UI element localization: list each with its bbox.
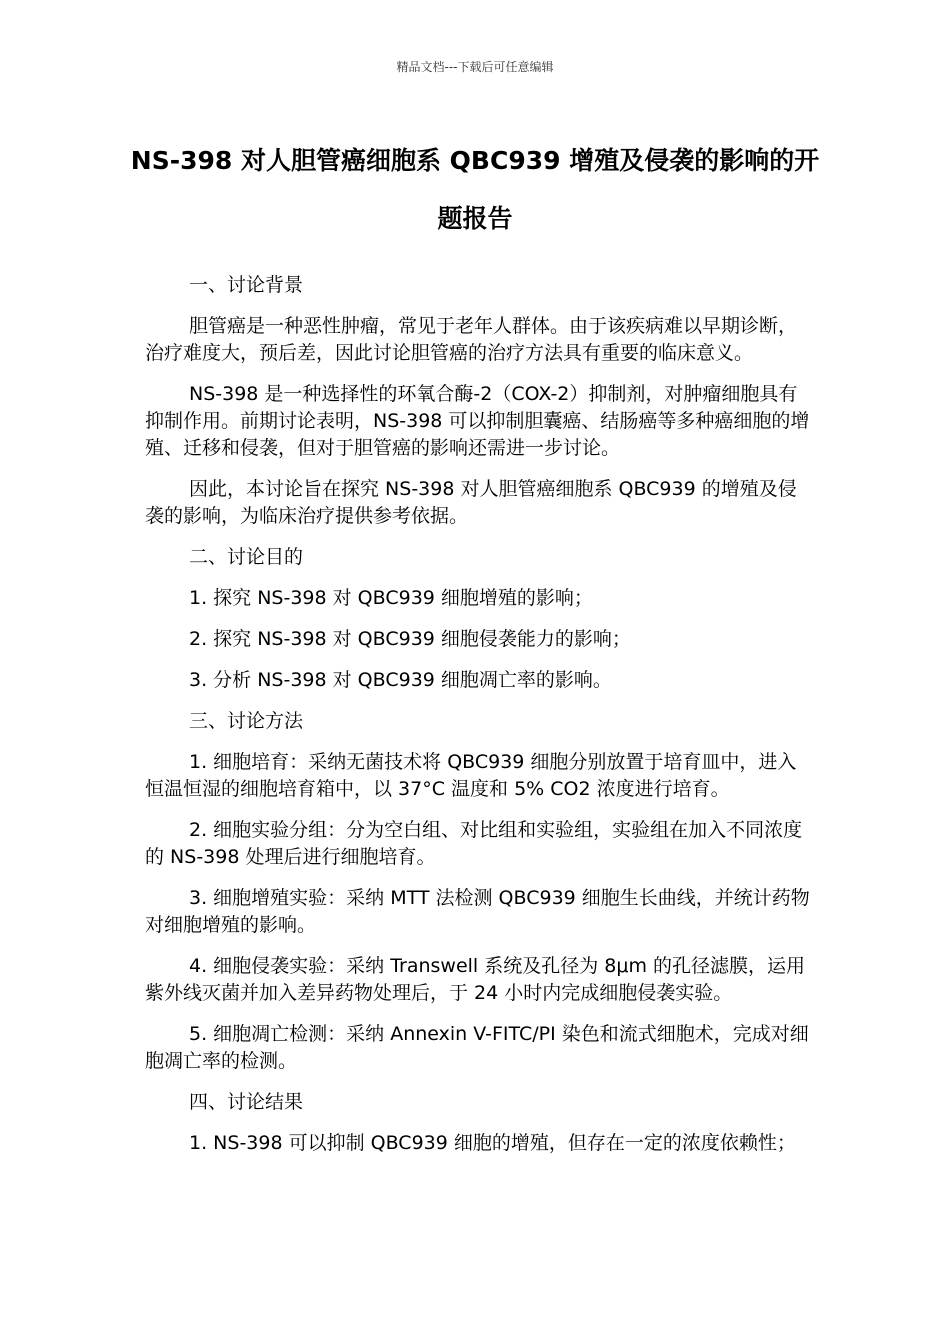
- paragraph: 胆管癌是一种恶性肿瘤，常见于老年人群体。由于该疾病难以早期诊断，治疗难度大，预后差，因此讨论胆管癌的治疗方法具有重要的临床意义。: [145, 315, 798, 364]
- list-item: 5. 细胞凋亡检测：采纳 Annexin V-FITC/PI 染色和流式细胞术，完成对细胞凋亡率的检测。: [145, 1023, 809, 1072]
- list-item: 1. 探究 NS-398 对 QBC939 细胞增殖的影响；: [189, 587, 593, 609]
- list-item: 1. NS-398 可以抑制 QBC939 细胞的增殖，但存在一定的浓度依赖性；: [189, 1132, 796, 1154]
- section-heading-objectives: 二、讨论目的: [189, 546, 304, 568]
- paragraph: 因此，本讨论旨在探究 NS-398 对人胆管癌细胞系 QBC939 的增殖及侵袭的影响，为临床治疗提供参考依据。: [145, 478, 797, 527]
- list-item: 1. 细胞培育：采纳无菌技术将 QBC939 细胞分别放置于培育皿中，进入恒温恒湿的细胞培育箱中，以 37°C 温度和 5% CO2 浓度进行培育。: [145, 751, 797, 800]
- document-body: [145, 272, 810, 1171]
- section-heading-results: 四、讨论结果: [189, 1091, 304, 1113]
- header-note: 精品文档---下载后可任意编辑: [396, 60, 554, 74]
- section-heading-methods: 三、讨论方法: [189, 710, 304, 732]
- section-heading-background: 一、讨论背景: [189, 274, 304, 296]
- list-item: 3. 分析 NS-398 对 QBC939 细胞凋亡率的影响。: [189, 669, 612, 691]
- list-item: 2. 探究 NS-398 对 QBC939 细胞侵袭能力的影响；: [189, 628, 631, 650]
- list-item: 3. 细胞增殖实验：采纳 MTT 法检测 QBC939 细胞生长曲线，并统计药物对细胞增殖的影响。: [145, 887, 810, 936]
- paragraph: NS-398 是一种选择性的环氧合酶-2（COX-2）抑制剂，对肿瘤细胞具有抑制作用。前期讨论表明，NS-398 可以抑制胆囊癌、结肠癌等多种癌细胞的增殖、迁移和侵袭，但对于胆管癌的影响还需进一步讨论。: [145, 383, 810, 459]
- list-item: 4. 细胞侵袭实验：采纳 Transwell 系统及孔径为 8μm 的孔径滤膜，运用紫外线灭菌并加入差异药物处理后，于 24 小时内完成细胞侵袭实验。: [145, 955, 806, 1004]
- list-item: 2. 细胞实验分组：分为空白组、对比组和实验组，实验组在加入不同浓度的 NS-398 处理后进行细胞培育。: [145, 819, 803, 868]
- document-title: NS-398 对人胆管癌细胞系 QBC939 增殖及侵袭的影响的开题报告: [130, 146, 820, 233]
